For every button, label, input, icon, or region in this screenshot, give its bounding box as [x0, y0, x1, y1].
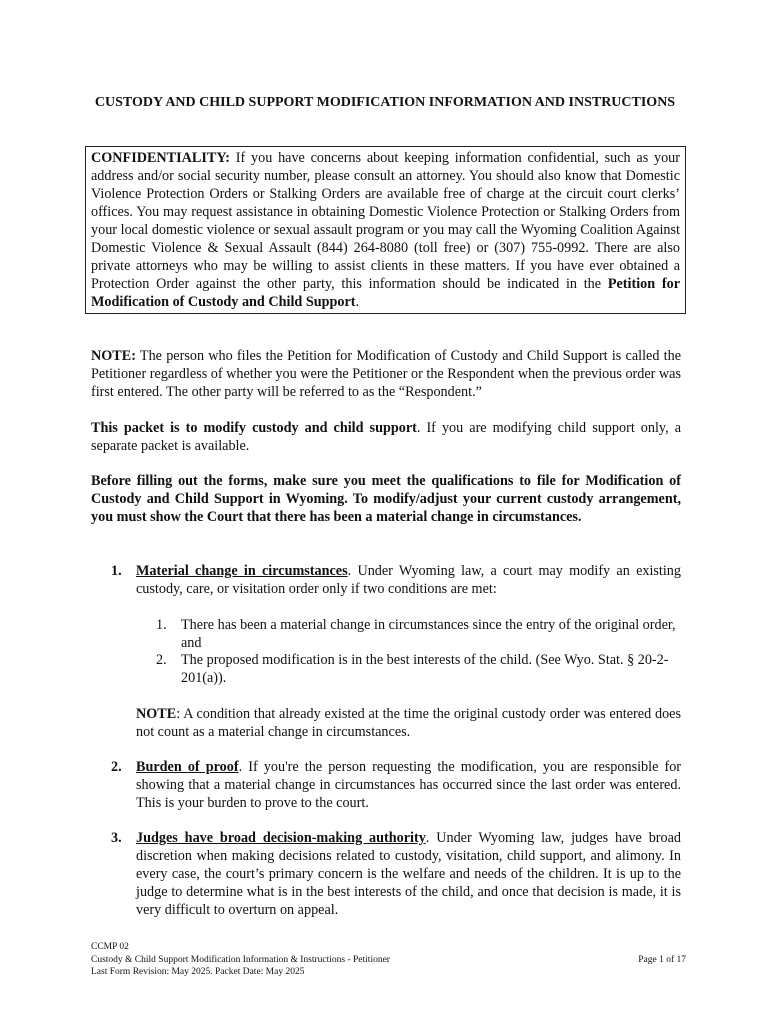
form-revision: Last Form Revision: May 2025. Packet Date: May 2025: [91, 967, 305, 977]
list-item-heading: Burden of proof: [136, 759, 239, 775]
confidentiality-box: [85, 146, 686, 314]
list-item: [111, 758, 681, 812]
condition-note: [136, 705, 681, 741]
packet-text: . If you are modifying child support only, a separate packet is available.: [91, 420, 681, 454]
document-title: CUSTODY AND CHILD SUPPORT MODIFICATION INFORMATION AND INSTRUCTIONS: [94, 95, 676, 110]
note-paragraph: [91, 347, 681, 401]
page-number: Page 1 of 17: [638, 954, 686, 965]
qualifications-paragraph: Before filling out the forms, make sure you meet the qualifications to file for Modification of Custody and Child Support in Wyoming. To modify/adjust your current custody arrangement, you must show the Court that there has been a material change in circumstances.: [91, 473, 681, 525]
confidentiality-end: .: [355, 294, 360, 310]
packet-bold: This packet is to modify custody and child support: [91, 420, 417, 436]
confidentiality-label: CONFIDENTIALITY:: [91, 150, 231, 166]
list-item-text: . Under Wyoming law, judges have broad discretion when making decisions related to custody, visitation, child support, and alimony. In every case, the court’s primary concern is the welfare and needs of the children. It is up to the judge to determine what is in the best interests of the child, and once that decision is made, it is very difficult to overturn on appeal.: [136, 830, 681, 918]
confidentiality-text: If you have concerns about keeping information confidential, such as your address and/or social security number, please consult an attorney. You should also know that Domestic Violence Protection Orders or Stalking Orders are available free of charge at the circuit court clerks’ offices. You may request assistance in obtaining Domestic Violence Protection or Stalking Orders from your local domestic violence or sexual assault program or you may call the Wyoming Coalition Against Domestic Violence & Sexual Assault (844) 264-8080 (toll free) or (307) 755-0992. There are also private attorneys who may be willing to assist clients in these matters. If you have ever obtained a Protection Order against the other party, this information should be indicated in the: [91, 150, 681, 292]
packet-paragraph: [91, 419, 681, 455]
condition-number: 2.: [156, 652, 167, 668]
list-item: [111, 562, 681, 598]
condition-item: [156, 616, 681, 652]
list-item-heading: Material change in circumstances: [136, 563, 348, 579]
note-label: NOTE:: [91, 348, 136, 364]
condition-note-text: : A condition that already existed at the time the original custody order was entered does not count as a material change in circumstances.: [136, 706, 681, 740]
condition-number: 1.: [156, 617, 167, 633]
list-item-number: 3.: [111, 830, 122, 846]
note-text: The person who files the Petition for Modification of Custody and Child Support is called the Petitioner regardless of whether you were the Petitioner or the Respondent when the previous order was first entered. The other party will be referred to as the “Respondent.”: [91, 348, 681, 400]
condition-text: The proposed modification is in the best interests of the child. (See Wyo. Stat. § 20-2-201(a)).: [181, 652, 669, 686]
list-item-number: 1.: [111, 563, 122, 579]
page-footer: [91, 941, 686, 979]
list-item-heading: Judges have broad decision-making authority: [136, 830, 426, 846]
form-code: CCMP 02: [91, 942, 129, 952]
condition-text: There has been a material change in circumstances since the entry of the original order, and: [181, 617, 676, 651]
list-item: [111, 829, 681, 919]
list-item-text: . Under Wyoming law, a court may modify an existing custody, care, or visitation order only if two conditions are met:: [136, 563, 681, 597]
petition-form-name: Petition for Modification of Custody and Child Support: [91, 276, 681, 310]
form-description: Custody & Child Support Modification Information & Instructions - Petitioner: [91, 954, 390, 965]
list-item-text: . If you're the person requesting the modification, you are responsible for showing that a material change in circumstances has occurred since the last order was entered. This is your burden to prove to the court.: [136, 759, 682, 811]
condition-note-label: NOTE: [136, 706, 177, 722]
list-item-number: 2.: [111, 759, 122, 775]
condition-item: [156, 651, 681, 687]
